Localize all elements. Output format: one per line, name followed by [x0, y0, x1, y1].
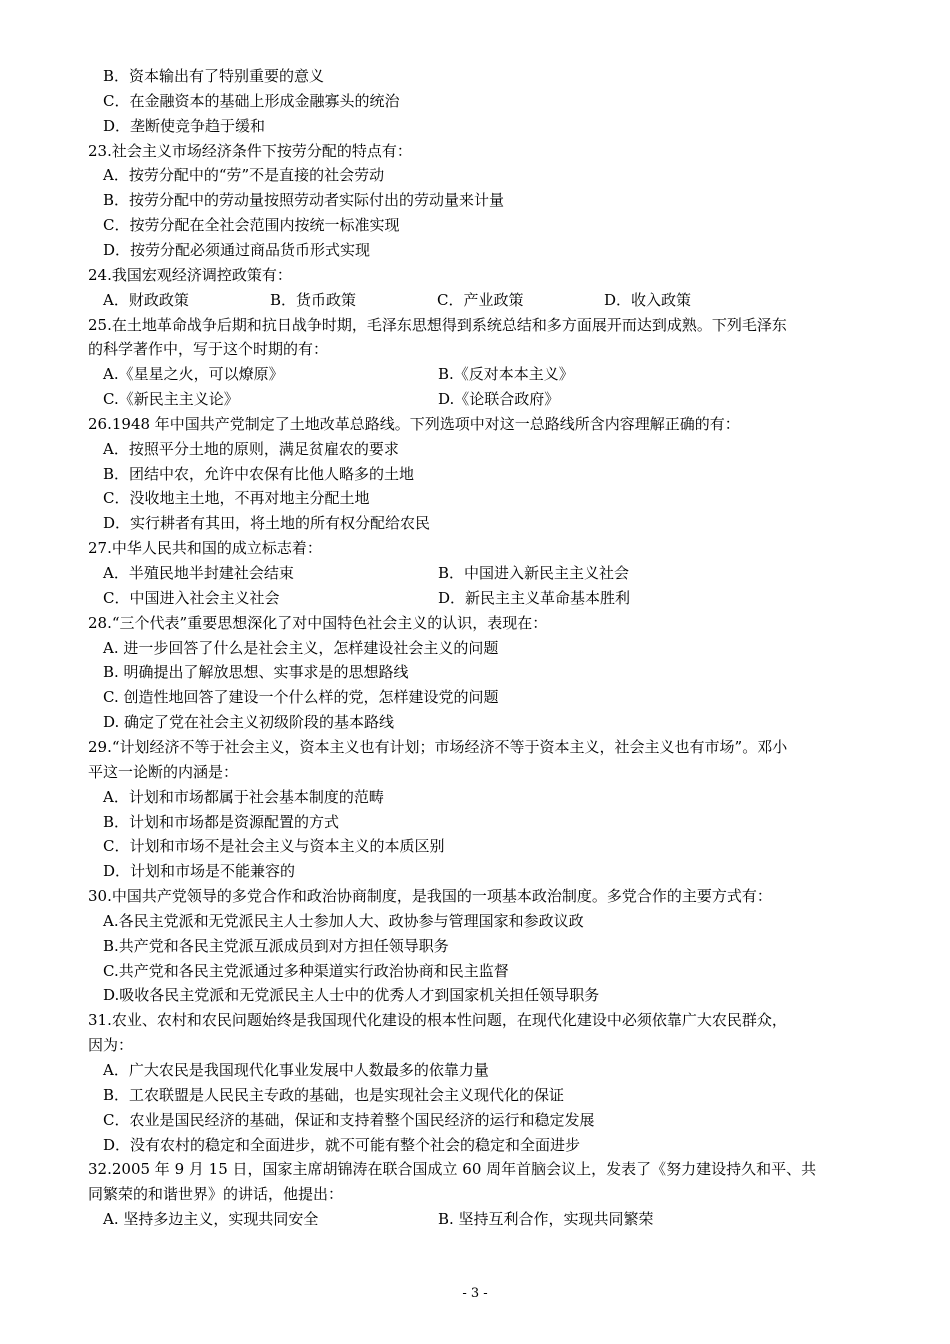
option-line: C．计划和市场不是社会主义与资本主义的本质区别 — [103, 837, 445, 856]
option-item: B．中国进入新民主主义社会 — [438, 564, 630, 582]
option-item: B.《反对本本主义》 — [438, 365, 574, 384]
question-line: 25.在土地革命战争后期和抗日战争时期，毛泽东思想得到系统总结和多方面展开而达到成熟。下列毛泽东 — [88, 315, 787, 334]
option-line: B．资本输出有了特别重要的意义 — [103, 67, 325, 85]
option-row — [88, 362, 883, 387]
option-item: A．半殖民地半封建社会结束 — [103, 564, 294, 582]
question-line: 24.我国宏观经济调控政策有： — [88, 265, 292, 284]
option-line: B．按劳分配中的劳动量按照劳动者实际付出的劳动量来计量 — [103, 191, 505, 210]
option-item: D.《论联合政府》 — [438, 390, 560, 409]
option-line: C．农业是国民经济的基础，保证和支持着整个国民经济的运行和稳定发展 — [103, 1110, 595, 1129]
option-item: C.《新民主主义论》 — [103, 390, 239, 409]
question-line: 平这一论断的内涵是： — [88, 762, 239, 781]
question-line: 31.农业、农村和农民问题始终是我国现代化建设的根本性问题，在现代化建设中必须依靠广大农民群众， — [88, 1011, 787, 1030]
option-line: C. 创造性地回答了建设一个什么样的党，怎样建设党的问题 — [103, 688, 499, 707]
question-line: 27.中华人民共和国的成立标志着： — [88, 539, 322, 558]
option-item: A．财政政策 — [103, 290, 189, 309]
option-line: B．工农联盟是人民民主专政的基础，也是实现社会主义现代化的保证 — [103, 1085, 565, 1104]
option-line: D．按劳分配必须通过商品货币形式实现 — [103, 240, 371, 259]
question-line: 30.中国共产党领导的多党合作和政治协商制度，是我国的一项基本政治制度。多党合作的主要方式有： — [88, 887, 772, 906]
option-line: A．计划和市场都属于社会基本制度的范畴 — [103, 787, 384, 806]
option-line: D．实行耕者有其田，将土地的所有权分配给农民 — [103, 514, 431, 533]
question-line: 28.“三个代表”重要思想深化了对中国特色社会主义的认识，表现在： — [88, 613, 548, 632]
option-line: C．按劳分配在全社会范围内按统一标准实现 — [103, 216, 400, 235]
option-line: B. 明确提出了解放思想、实事求是的思想路线 — [103, 663, 409, 682]
option-row — [88, 288, 883, 313]
option-line: C.共产党和各民主党派通过多种渠道实行政治协商和民主监督 — [103, 961, 509, 980]
option-line: C．没收地主土地，不再对地主分配土地 — [103, 489, 370, 508]
page-number: - 3 - — [462, 1286, 488, 1301]
option-item: C．中国进入社会主义社会 — [103, 588, 280, 607]
option-line: A．按劳分配中的“劳”不是直接的社会劳动 — [103, 166, 385, 185]
option-line: D.吸收各民主党派和无党派民主人士中的优秀人才到国家机关担任领导职务 — [103, 986, 600, 1005]
option-line: B．团结中农，允许中农保有比他人略多的土地 — [103, 464, 415, 483]
option-row — [88, 561, 883, 586]
option-item: B. 坚持互利合作，实现共同繁荣 — [438, 1210, 654, 1229]
question-line: 32.2005 年 9 月 15 日，国家主席胡锦涛在联合国成立 60 周年首脑会议上，发表了《努力建设持久和平、共 — [88, 1160, 817, 1179]
option-row — [88, 1207, 883, 1232]
option-line: C．在金融资本的基础上形成金融寡头的统治 — [103, 91, 400, 110]
question-line: 26.1948 年中国共产党制定了土地改革总路线。下列选项中对这一总路线所含内容理解正确的有： — [88, 414, 740, 433]
option-row — [88, 387, 883, 412]
option-row — [88, 586, 883, 611]
option-item: B．货币政策 — [270, 290, 357, 309]
option-line: A．广大农民是我国现代化事业发展中人数最多的依靠力量 — [103, 1061, 489, 1079]
option-line: B．计划和市场都是资源配置的方式 — [103, 812, 340, 831]
option-item: A.《星星之火，可以燎原》 — [103, 365, 284, 384]
option-item: C．产业政策 — [437, 290, 524, 309]
option-item: D．收入政策 — [604, 290, 692, 309]
option-line: D. 确定了党在社会主义初级阶段的基本路线 — [103, 713, 395, 732]
option-item: A. 坚持多边主义，实现共同安全 — [103, 1210, 319, 1229]
option-line: D．垄断使竞争趋于缓和 — [103, 116, 266, 135]
option-line: B.共产党和各民主党派互派成员到对方担任领导职务 — [103, 936, 449, 955]
question-line: 23.社会主义市场经济条件下按劳分配的特点有： — [88, 141, 412, 160]
option-line: A. 进一步回答了什么是社会主义，怎样建设社会主义的问题 — [103, 638, 499, 657]
question-line: 因为： — [88, 1036, 134, 1055]
option-line: A．按照平分土地的原则，满足贫雇农的要求 — [103, 439, 399, 458]
option-line: D．没有农村的稳定和全面进步，就不可能有整个社会的稳定和全面进步 — [103, 1135, 581, 1154]
question-line: 29.“计划经济不等于社会主义，资本主义也有计划；市场经济不等于资本主义，社会主义也有市场”。邓小 — [88, 737, 788, 756]
option-line: D．计划和市场是不能兼容的 — [103, 862, 296, 881]
question-line: 同繁荣的和谐世界》的讲话，他提出： — [88, 1185, 344, 1204]
option-line: A.各民主党派和无党派民主人士参加人大、政协参与管理国家和参政议政 — [103, 911, 584, 930]
option-item: D．新民主主义革命基本胜利 — [438, 588, 631, 607]
question-line: 的科学著作中，写于这个时期的有： — [88, 340, 329, 359]
